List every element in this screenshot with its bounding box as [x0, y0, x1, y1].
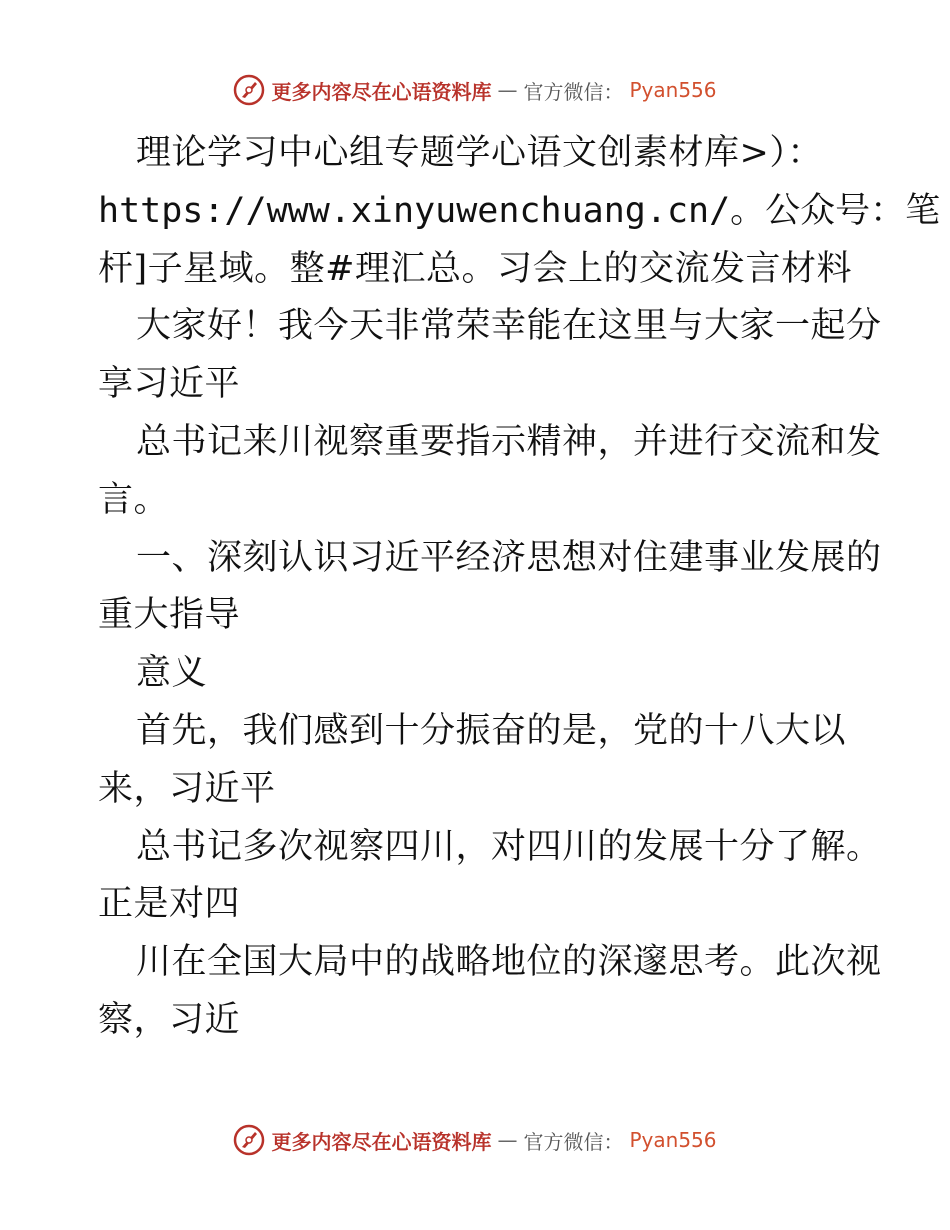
- text-line: 言。: [98, 479, 170, 520]
- watermark-wechat-label: 官方微信：: [523, 1129, 624, 1154]
- text-line: 一、深刻认识习近平经济思想对住建事业发展的: [136, 537, 882, 578]
- watermark-wechat-id: Pyan556: [629, 78, 717, 102]
- watermark-wechat-label: 官方微信：: [523, 79, 624, 104]
- text-line: 大家好！我今天非常荣幸能在这里与大家一起分: [136, 306, 882, 347]
- text-line: 来，习近平: [98, 768, 276, 809]
- text-line: 理论学习中心组专题学心语文创素材库>）：: [136, 133, 823, 173]
- feather-pen-logo-icon: [233, 74, 265, 106]
- header-watermark: [0, 70, 950, 110]
- text-line: 重大指导: [98, 595, 241, 636]
- text-line: 杆]子星域。整#理汇总。习会上的交流发言材料: [98, 248, 852, 289]
- watermark-group: [233, 1124, 716, 1156]
- text-line: 意义: [136, 653, 208, 694]
- text-line: 首先，我们感到十分振奋的是，党的十八大以: [136, 710, 847, 751]
- footer-watermark: [0, 1120, 950, 1160]
- text-line: 正是对四: [98, 884, 241, 925]
- watermark-separator: —: [497, 78, 518, 102]
- watermark-group: [233, 74, 716, 106]
- text-line: 察，习近: [98, 999, 241, 1040]
- text-line: 总书记多次视察四川，对四川的发展十分了解。: [136, 826, 882, 867]
- text-line: https://www.xinyuwenchuang.cn/。公众号：笔: [98, 190, 941, 231]
- watermark-main-text: 更多内容尽在心语资料库: [271, 1129, 492, 1154]
- watermark-wechat-id: Pyan556: [629, 1128, 717, 1152]
- text-line: 享习近平: [98, 364, 241, 405]
- watermark-separator: —: [497, 1128, 518, 1152]
- text-line: 川在全国大局中的战略地位的深邃思考。此次视: [136, 942, 882, 983]
- document-body: [98, 125, 941, 1050]
- watermark-main-text: 更多内容尽在心语资料库: [271, 79, 492, 104]
- feather-pen-logo-icon: [233, 1124, 265, 1156]
- text-line: 总书记来川视察重要指示精神，并进行交流和发: [136, 421, 882, 462]
